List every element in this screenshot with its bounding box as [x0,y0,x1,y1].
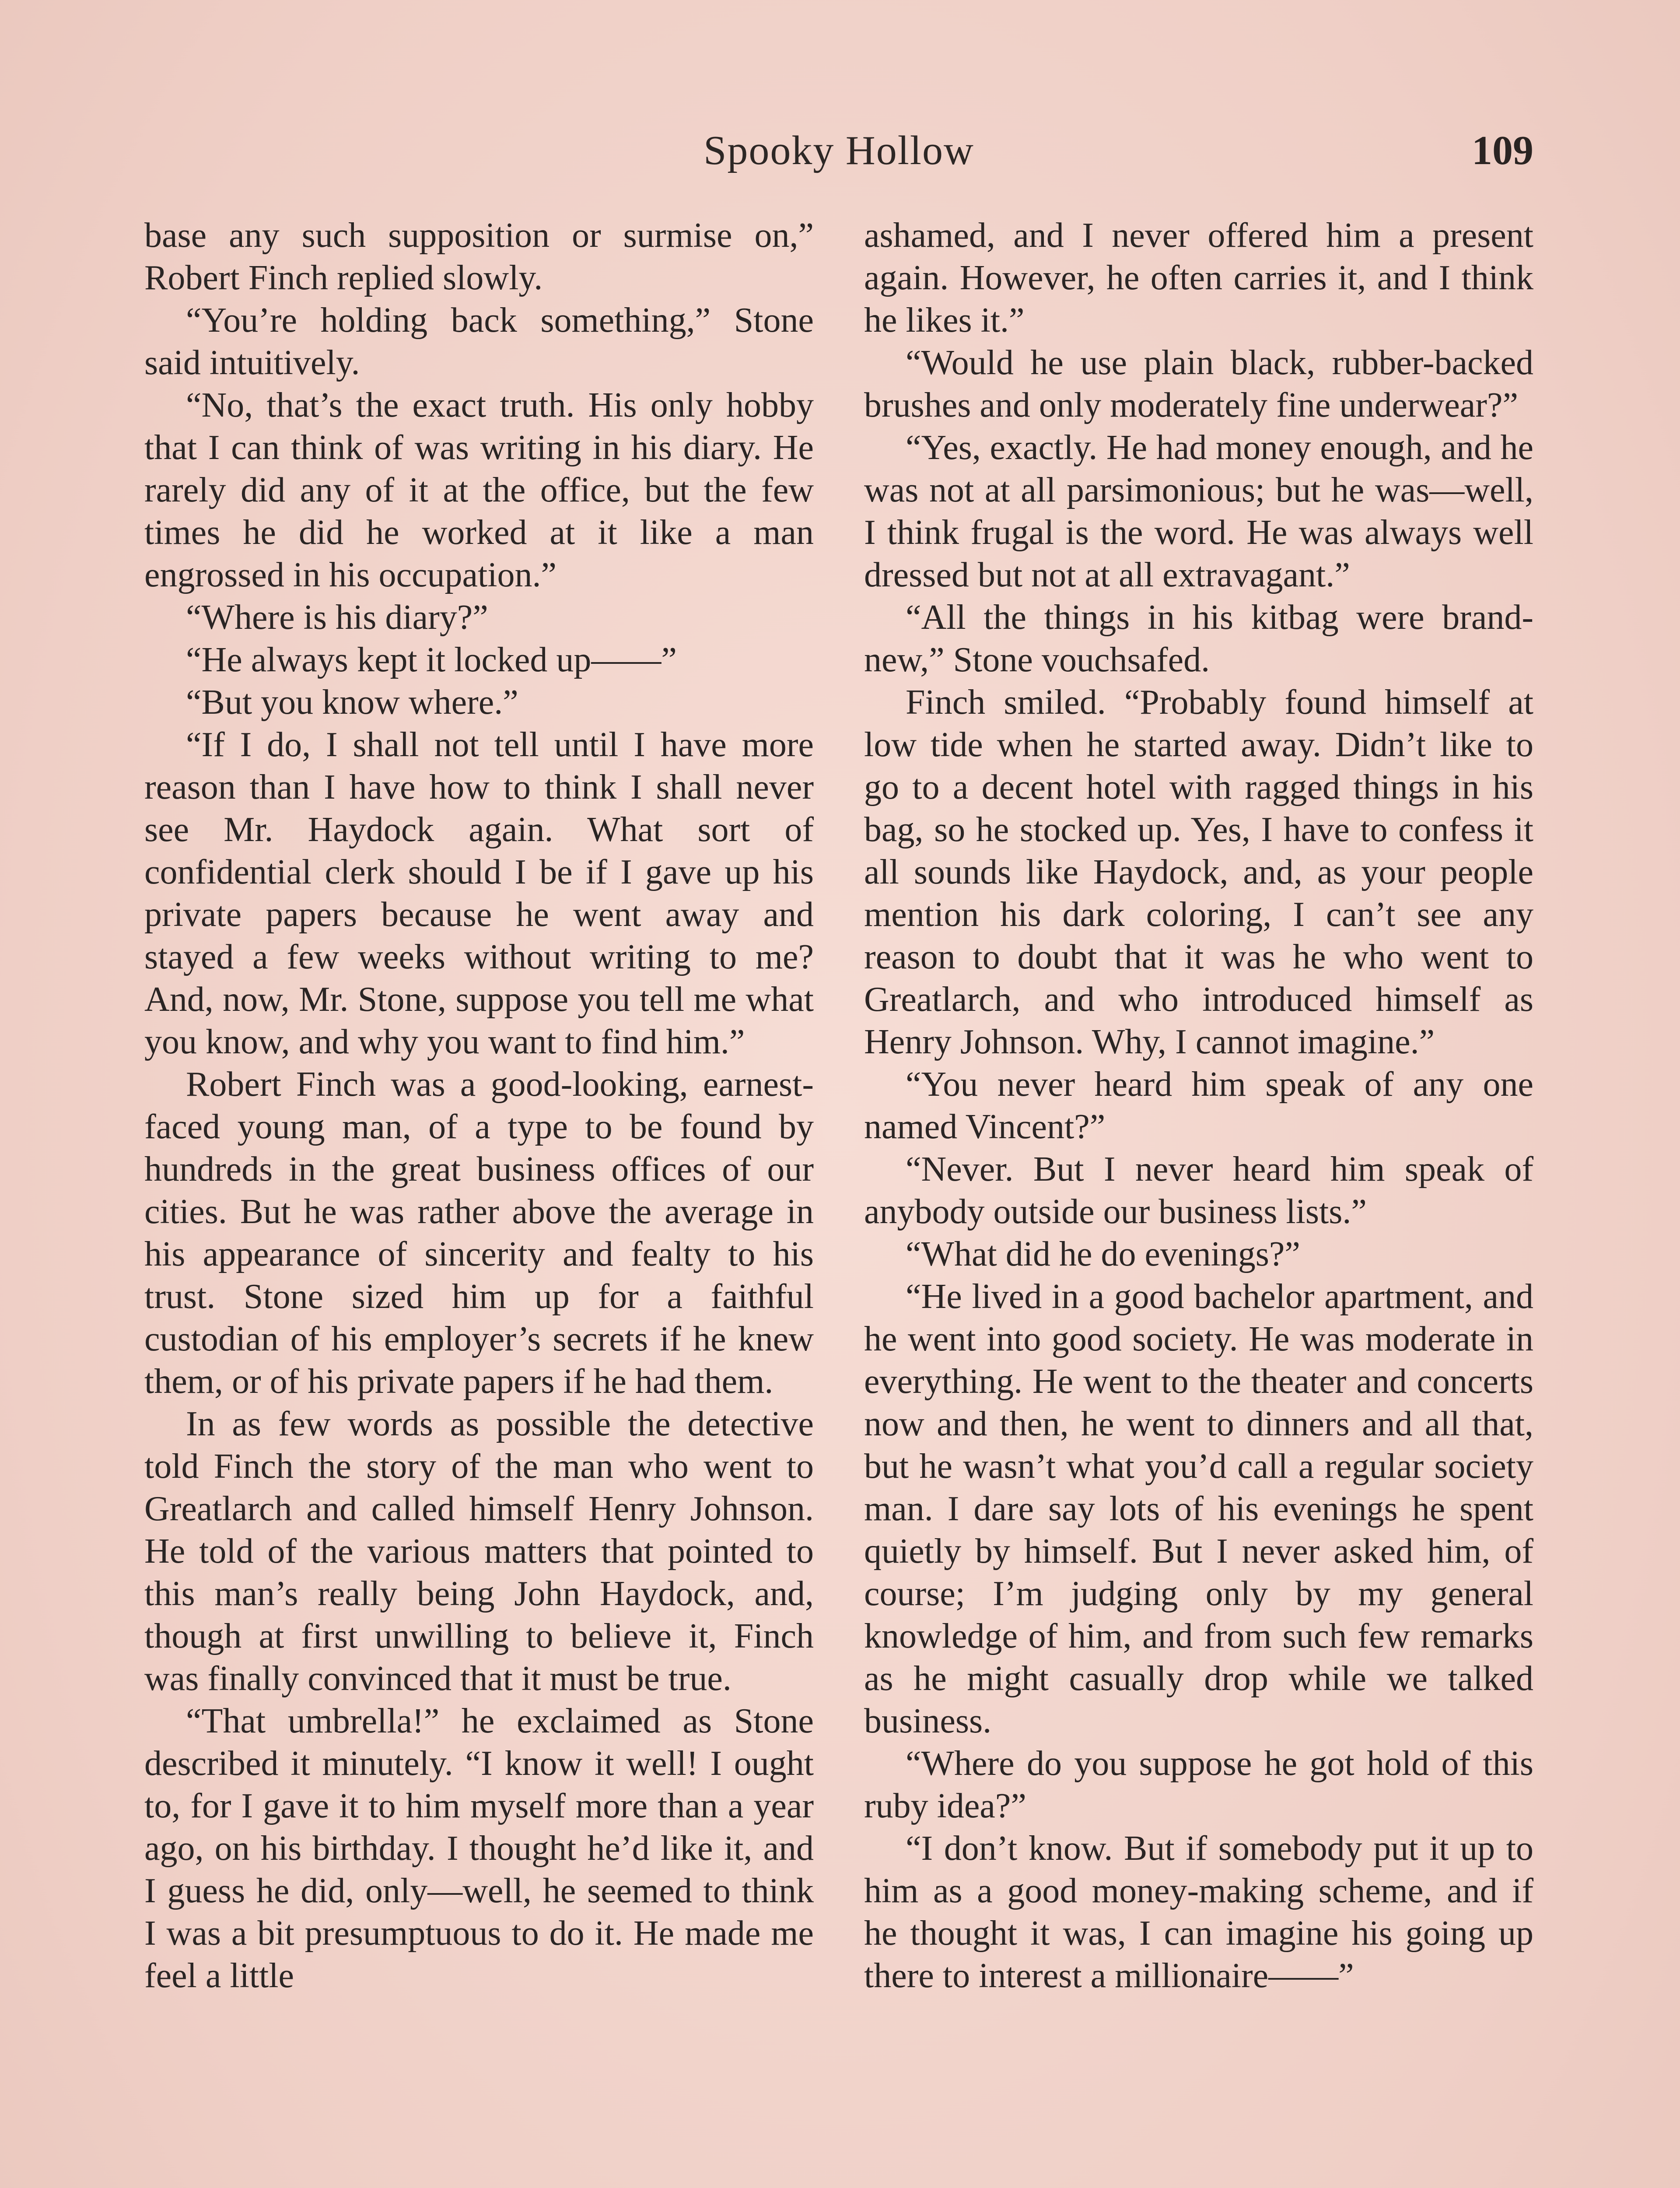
paragraph: Robert Finch was a good-looking, earnest-faced young man, of a type to be found by hundreds in the great business offices of our cities. But he was rather above the average in his appearance of sincerity and fealty to his trust. Stone sized him up for a faithful custodian of his employer’s secrets if he knew them, or of his private papers if he had them. [144,1065,814,1401]
paragraph: “Never. But I never heard him speak of anybody outside our business lists.” [864,1150,1533,1231]
paragraph: base any such supposition or surmise on,” Robert Finch replied slowly. [144,216,814,297]
paragraph: “If I do, I shall not tell until I have more reason than I have how to think I shall never see Mr. Haydock again. What sort of confidential clerk should I be if I gave up his private papers because he went away and stayed a few weeks without writing to me? And, now, Mr. Stone, suppose you tell me what you know, and why you want to find him.” [144,726,814,1061]
paragraph: “That umbrella!” he exclaimed as Stone described it minutely. “I know it well! I ought to, for I gave it to him myself more than a year ago, on his birthday. I thought he’d like it, and I guess he did, only—well, he seemed to think I was a bit presumptuous to do it. He made me feel a little [144,1702,814,1995]
right-column [864,214,1533,1997]
paragraph: “No, that’s the exact truth. His only hobby that I can think of was writing in his diary. He rarely did any of it at the office, but the few times he did he worked at it like a man engrossed in his occupation.” [144,386,814,594]
paragraph: “He lived in a good bachelor apartment, and he went into good society. He was moderate in everything. He went to the theater and concerts now and then, he went to dinners and all that, but he wasn’t what you’d call a regular society man. I dare say lots of his evenings he spent quietly by himself. But I never asked him, of course; I’m judging only by my general knowledge of him, and from such few remarks as he might casually drop while we talked business. [864,1277,1533,1740]
paragraph: “You never heard him speak of any one named Vincent?” [864,1065,1533,1146]
running-title: Spooky Hollow [704,128,974,173]
paragraph: In as few words as possible the detective told Finch the story of the man who went to Greatlarch and called himself Henry Johnson. He told of the various matters that pointed to this man’s really being John Haydock, and, though at first unwilling to believe it, Finch was finally convinced that it must be true. [144,1405,814,1698]
paragraph: “He always kept it locked up——” [186,641,677,679]
paragraph: “But you know where.” [186,683,518,722]
paragraph: Finch smiled. “Probably found himself at low tide when he started away. Didn’t like to go to a decent hotel with ragged things in his bag, so he stocked up. Yes, I have to confess it all sounds like Haydock, and, as your people mention his dark coloring, I can’t see any reason to doubt that it was he who went to Greatlarch, and who introduced himself as Henry Johnson. Why, I cannot imagine.” [864,683,1533,1061]
paragraph: ashamed, and I never offered him a present again. However, he often carries it, and I think he likes it.” [864,216,1533,340]
paragraph: “You’re holding back something,” Stone said intuitively. [144,301,814,382]
paragraph: “I don’t know. But if somebody put it up to him as a good money-making scheme, and if he thought it was, I can imagine his going up there to interest a millionaire——” [864,1829,1533,1995]
paragraph: “Yes, exactly. He had money enough, and he was not at all parsimonious; but he was—well, I think frugal is the word. He was always well dressed but not at all extravagant.” [864,428,1533,594]
left-column [144,214,814,1997]
page-number: 109 [1472,128,1533,173]
paragraph: “Would he use plain black, rubber-backed brushes and only moderately fine underwear?” [864,344,1533,424]
paragraph: “Where do you suppose he got hold of this ruby idea?” [864,1744,1533,1825]
page-header [144,127,1533,188]
paragraph: “What did he do evenings?” [906,1235,1300,1273]
paragraph: “All the things in his kitbag were brand-new,” Stone vouchsafed. [864,598,1533,679]
paragraph: “Where is his diary?” [186,598,488,637]
